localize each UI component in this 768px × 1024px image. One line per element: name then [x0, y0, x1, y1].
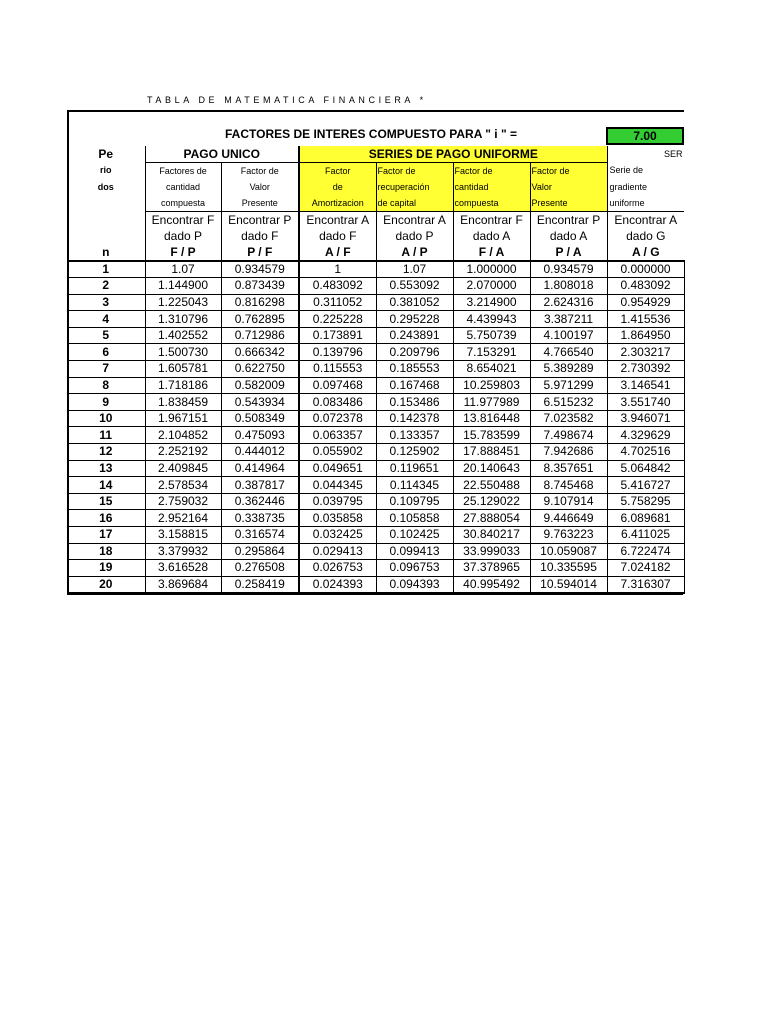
- factor-value: 0.444012: [221, 444, 299, 461]
- factor-value: 1.415536: [607, 311, 684, 328]
- factor-value: 0.316574: [221, 527, 299, 544]
- factor-value: 0.934579: [221, 261, 299, 278]
- factor-value: 0.044345: [299, 477, 376, 494]
- period-number: 1: [67, 261, 145, 278]
- period-number: 15: [67, 493, 145, 510]
- factor-value: 3.387211: [530, 311, 607, 328]
- factor-value: 0.083486: [299, 394, 376, 411]
- factor-value: 0.099413: [376, 543, 453, 560]
- table-row: [67, 493, 684, 510]
- group-pago-unico: PAGO UNICO: [145, 146, 299, 162]
- factor-value: 0.816298: [221, 294, 299, 311]
- col-given: dado A: [453, 228, 530, 244]
- factor-value: 4.329629: [607, 427, 684, 444]
- factor-value: 0.209796: [376, 344, 453, 361]
- factor-value: 2.730392: [607, 361, 684, 378]
- factor-value: 10.335595: [530, 560, 607, 577]
- factor-value: 0.105858: [376, 510, 453, 527]
- factor-value: 0.109795: [376, 493, 453, 510]
- period-number: 6: [67, 344, 145, 361]
- period-number: 9: [67, 394, 145, 411]
- col-desc: Factor de: [376, 162, 453, 179]
- group-series-uniforme: SERIES DE PAGO UNIFORME: [299, 146, 607, 162]
- factor-value: 0.049651: [299, 460, 376, 477]
- factor-value: 0.311052: [299, 294, 376, 311]
- factor-value: 4.702516: [607, 444, 684, 461]
- col-label: A / G: [607, 244, 684, 261]
- factor-value: 0.475093: [221, 427, 299, 444]
- table-row: [67, 427, 684, 444]
- factor-value: 0.582009: [221, 377, 299, 394]
- period-number: 12: [67, 444, 145, 461]
- factor-value: 9.446649: [530, 510, 607, 527]
- factor-value: 13.816448: [453, 410, 530, 427]
- factor-value: 0.553092: [376, 278, 453, 295]
- factor-value: 0.543934: [221, 394, 299, 411]
- factor-value: 0.139796: [299, 344, 376, 361]
- factor-value: 5.064842: [607, 460, 684, 477]
- table-row: [67, 294, 684, 311]
- factor-value: 1.808018: [530, 278, 607, 295]
- period-number: 18: [67, 543, 145, 560]
- factor-value: 0.094393: [376, 576, 453, 593]
- factor-value: 1.718186: [145, 377, 221, 394]
- factor-value: 11.977989: [453, 394, 530, 411]
- factor-value: 20.140643: [453, 460, 530, 477]
- interest-rate-cell[interactable]: 7.00: [606, 127, 684, 145]
- factor-value: 2.303217: [607, 344, 684, 361]
- factor-value: 27.888054: [453, 510, 530, 527]
- col-given: dado P: [376, 228, 453, 244]
- factor-value: 0.153486: [376, 394, 453, 411]
- col-find: Encontrar P: [530, 211, 607, 228]
- period-number: 4: [67, 311, 145, 328]
- table-row: [67, 460, 684, 477]
- col-desc: de capital: [376, 195, 453, 212]
- table-row: [67, 278, 684, 295]
- factor-value: 0.712986: [221, 327, 299, 344]
- factor-value: 25.129022: [453, 493, 530, 510]
- table-row: [67, 361, 684, 378]
- factor-value: 1.605781: [145, 361, 221, 378]
- col-desc: de: [299, 179, 376, 195]
- table-row: [67, 261, 684, 278]
- col-given: dado G: [607, 228, 684, 244]
- period-label-line3: dos: [97, 181, 114, 192]
- factor-value: 3.869684: [145, 576, 221, 593]
- document-title: TABLA DE MATEMATICA FINANCIERA *: [147, 95, 427, 105]
- col-desc: Factor de: [453, 162, 530, 179]
- factor-value: 0.102425: [376, 527, 453, 544]
- factor-value: 7.942686: [530, 444, 607, 461]
- factor-value: 5.758295: [607, 493, 684, 510]
- factor-value: 3.946071: [607, 410, 684, 427]
- factor-value: 7.316307: [607, 576, 684, 593]
- col-desc: Amortizacion: [299, 195, 376, 212]
- period-number: 5: [67, 327, 145, 344]
- period-number: 7: [67, 361, 145, 378]
- factor-value: 1.07: [376, 261, 453, 278]
- table-row: [67, 543, 684, 560]
- factor-value: 0.185553: [376, 361, 453, 378]
- factor-value: 1.225043: [145, 294, 221, 311]
- factor-value: 1.864950: [607, 327, 684, 344]
- factor-value: 0.381052: [376, 294, 453, 311]
- col-desc: Presente: [221, 195, 299, 212]
- factor-value: 9.763223: [530, 527, 607, 544]
- factor-value: 5.389289: [530, 361, 607, 378]
- interest-factors-table: [67, 146, 685, 594]
- factor-value: 15.783599: [453, 427, 530, 444]
- period-number: 3: [67, 294, 145, 311]
- col-desc: cantidad: [453, 179, 530, 195]
- col-find: Encontrar P: [221, 211, 299, 228]
- factor-value: 1.000000: [453, 261, 530, 278]
- col-desc: Serie de: [607, 162, 684, 179]
- factor-value: 2.409845: [145, 460, 221, 477]
- period-number: 20: [67, 576, 145, 593]
- table-row: [67, 344, 684, 361]
- factor-value: 8.745468: [530, 477, 607, 494]
- col-find: Encontrar A: [607, 211, 684, 228]
- factor-value: 3.379932: [145, 543, 221, 560]
- factor-value: 3.158815: [145, 527, 221, 544]
- factor-value: 1.144900: [145, 278, 221, 295]
- factor-value: 0.762895: [221, 311, 299, 328]
- factor-value: 33.999033: [453, 543, 530, 560]
- factor-value: 0.258419: [221, 576, 299, 593]
- factor-value: 10.594014: [530, 576, 607, 593]
- table-row: [67, 527, 684, 544]
- col-given: dado F: [221, 228, 299, 244]
- col-desc: Factor: [299, 162, 376, 179]
- col-find: Encontrar A: [376, 211, 453, 228]
- factor-value: 0.295228: [376, 311, 453, 328]
- factor-value: 0.387817: [221, 477, 299, 494]
- factor-value: 7.023582: [530, 410, 607, 427]
- factor-value: 0.119651: [376, 460, 453, 477]
- col-desc: Factor de: [221, 162, 299, 179]
- factor-value: 8.357651: [530, 460, 607, 477]
- factor-value: 9.107914: [530, 493, 607, 510]
- col-find: Encontrar A: [299, 211, 376, 228]
- factor-value: 0.954929: [607, 294, 684, 311]
- period-number: 16: [67, 510, 145, 527]
- table-row: [67, 394, 684, 411]
- factor-value: 1.310796: [145, 311, 221, 328]
- factor-value: 0.000000: [607, 261, 684, 278]
- factor-value: 0.055902: [299, 444, 376, 461]
- col-given: dado P: [145, 228, 221, 244]
- factor-value: 5.750739: [453, 327, 530, 344]
- factor-value: 0.125902: [376, 444, 453, 461]
- factor-value: 10.259803: [453, 377, 530, 394]
- factor-value: 0.295864: [221, 543, 299, 560]
- period-label-line2: rio: [99, 165, 112, 176]
- col-given: dado A: [530, 228, 607, 244]
- col-desc: cantidad: [145, 179, 221, 195]
- col-find: Encontrar F: [145, 211, 221, 228]
- factor-value: 0.097468: [299, 377, 376, 394]
- factor-value: 1.967151: [145, 410, 221, 427]
- col-label: F / P: [145, 244, 221, 261]
- factor-value: 6.411025: [607, 527, 684, 544]
- period-number: 13: [67, 460, 145, 477]
- factor-value: 0.873439: [221, 278, 299, 295]
- table-row: [67, 410, 684, 427]
- factor-value: 0.173891: [299, 327, 376, 344]
- factor-value: 0.115553: [299, 361, 376, 378]
- table-row: [67, 377, 684, 394]
- col-find: Encontrar F: [453, 211, 530, 228]
- period-number: 11: [67, 427, 145, 444]
- factor-value: 4.439943: [453, 311, 530, 328]
- factor-value: 2.070000: [453, 278, 530, 295]
- period-number: 10: [67, 410, 145, 427]
- period-number: 17: [67, 527, 145, 544]
- factor-value: 1.838459: [145, 394, 221, 411]
- factor-value: 4.766540: [530, 344, 607, 361]
- factor-value: 2.952164: [145, 510, 221, 527]
- factor-value: 0.133357: [376, 427, 453, 444]
- factor-value: 6.515232: [530, 394, 607, 411]
- factor-value: 2.578534: [145, 477, 221, 494]
- factor-value: 22.550488: [453, 477, 530, 494]
- col-given: dado F: [299, 228, 376, 244]
- col-desc: Valor: [530, 179, 607, 195]
- factors-heading: FACTORES DE INTERES COMPUESTO PARA " i " =: [225, 127, 517, 141]
- col-desc: uniforme: [607, 195, 684, 212]
- factor-value: 0.414964: [221, 460, 299, 477]
- table-row: [67, 510, 684, 527]
- factor-value: 3.214900: [453, 294, 530, 311]
- factor-value: 7.153291: [453, 344, 530, 361]
- factor-value: 6.722474: [607, 543, 684, 560]
- factor-value: 0.483092: [299, 278, 376, 295]
- factor-value: 3.146541: [607, 377, 684, 394]
- factor-value: 0.063357: [299, 427, 376, 444]
- col-label: P / A: [530, 244, 607, 261]
- col-label: F / A: [453, 244, 530, 261]
- factor-value: 2.624316: [530, 294, 607, 311]
- factor-value: 40.995492: [453, 576, 530, 593]
- factor-value: 0.243891: [376, 327, 453, 344]
- factor-value: 0.934579: [530, 261, 607, 278]
- factor-value: 0.026753: [299, 560, 376, 577]
- table-row: [67, 444, 684, 461]
- col-label: A / P: [376, 244, 453, 261]
- factor-value: 1: [299, 261, 376, 278]
- factor-value: 5.416727: [607, 477, 684, 494]
- factor-value: 0.096753: [376, 560, 453, 577]
- factor-value: 0.508349: [221, 410, 299, 427]
- factor-value: 37.378965: [453, 560, 530, 577]
- factor-value: 0.225228: [299, 311, 376, 328]
- col-desc: compuesta: [145, 195, 221, 212]
- col-desc: compuesta: [453, 195, 530, 212]
- factor-value: 0.029413: [299, 543, 376, 560]
- period-number: 2: [67, 278, 145, 295]
- col-desc: Factores de: [145, 162, 221, 179]
- factor-value: 30.840217: [453, 527, 530, 544]
- factor-value: 0.362446: [221, 493, 299, 510]
- factor-value: 6.089681: [607, 510, 684, 527]
- factor-value: 17.888451: [453, 444, 530, 461]
- col-label: A / F: [299, 244, 376, 261]
- factor-value: 3.551740: [607, 394, 684, 411]
- col-desc: Factor de: [530, 162, 607, 179]
- col-desc: Presente: [530, 195, 607, 212]
- factor-value: 2.104852: [145, 427, 221, 444]
- factor-value: 0.276508: [221, 560, 299, 577]
- factor-value: 0.483092: [607, 278, 684, 295]
- ser-label: SER: [664, 149, 683, 159]
- factor-value: 5.971299: [530, 377, 607, 394]
- factor-value: 4.100197: [530, 327, 607, 344]
- factor-value: 2.759032: [145, 493, 221, 510]
- period-number: 14: [67, 477, 145, 494]
- group-gradient-empty: [607, 146, 684, 162]
- factor-value: 7.024182: [607, 560, 684, 577]
- table-row: [67, 576, 684, 593]
- factor-value: 0.035858: [299, 510, 376, 527]
- period-n-label: n: [67, 244, 145, 261]
- factor-value: 3.616528: [145, 560, 221, 577]
- table-row: [67, 477, 684, 494]
- col-desc: recuperación: [376, 179, 453, 195]
- period-number: 8: [67, 377, 145, 394]
- factor-value: 1.500730: [145, 344, 221, 361]
- factor-value: 0.622750: [221, 361, 299, 378]
- factor-value: 7.498674: [530, 427, 607, 444]
- factor-value: 1.402552: [145, 327, 221, 344]
- table-row: [67, 327, 684, 344]
- col-desc: gradiente: [607, 179, 684, 195]
- col-desc: Valor: [221, 179, 299, 195]
- table-row: [67, 311, 684, 328]
- col-label: P / F: [221, 244, 299, 261]
- factor-value: 10.059087: [530, 543, 607, 560]
- factor-value: 0.114345: [376, 477, 453, 494]
- factor-value: 0.142378: [376, 410, 453, 427]
- factor-value: 0.039795: [299, 493, 376, 510]
- factor-value: 0.338735: [221, 510, 299, 527]
- factor-value: 0.666342: [221, 344, 299, 361]
- period-number: 19: [67, 560, 145, 577]
- factor-value: 0.024393: [299, 576, 376, 593]
- factor-value: 2.252192: [145, 444, 221, 461]
- factor-value: 0.072378: [299, 410, 376, 427]
- table-row: [67, 560, 684, 577]
- period-label-line1: Pe: [98, 147, 114, 161]
- factor-value: 0.167468: [376, 377, 453, 394]
- factor-value: 8.654021: [453, 361, 530, 378]
- factor-value: 1.07: [145, 261, 221, 278]
- factor-value: 0.032425: [299, 527, 376, 544]
